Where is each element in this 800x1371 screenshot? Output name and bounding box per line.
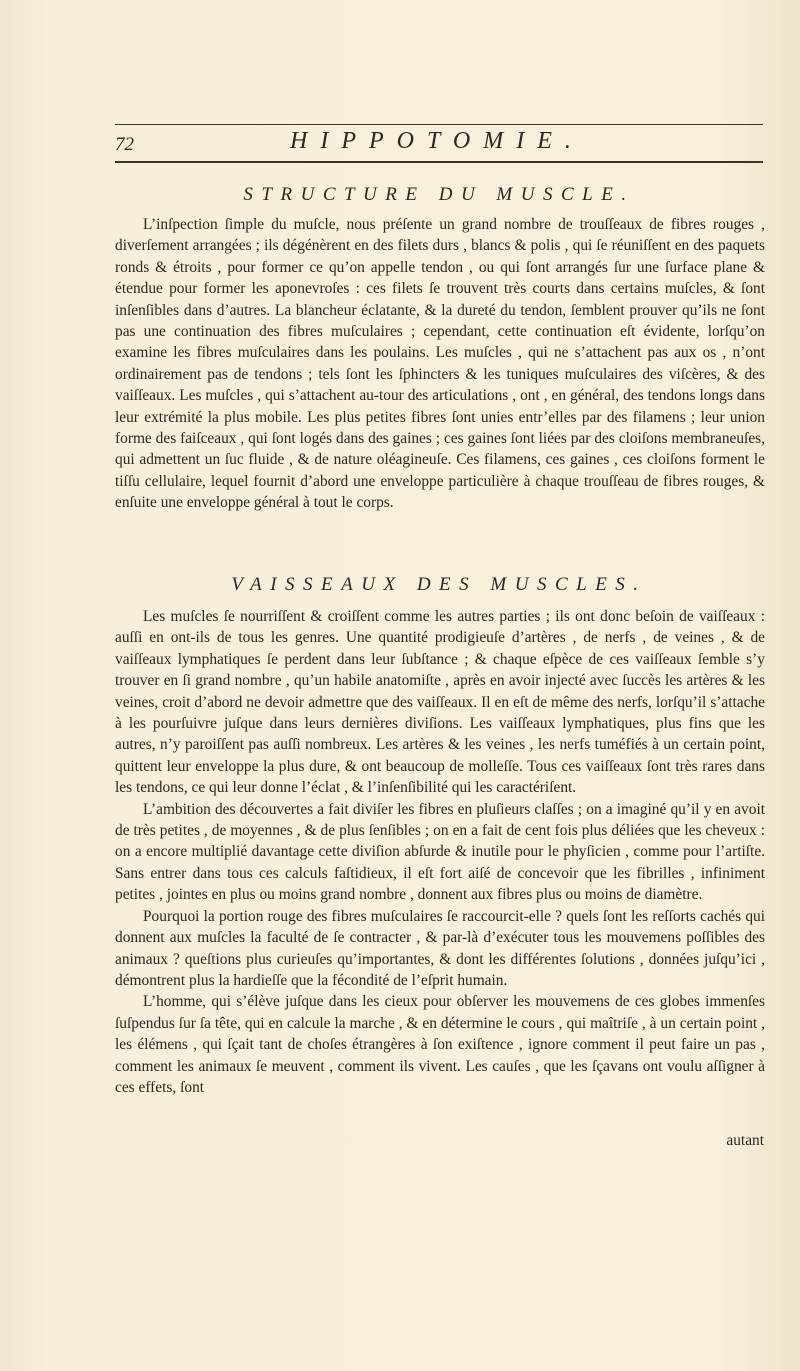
section-title-structure: STRUCTURE DU MUSCLE. bbox=[243, 184, 635, 205]
paragraph: L’ambition des découvertes a fait diviſer les fibres en pluſieurs claſſes ; on a imaginé qu’il y en avoit de très petites , de moyennes , & de plus ſenſibles ; on en a fait de cent fois plus déliées que les cheveux : on a encore multiplié davantage cette diviſion abſurde & inutile pour le phyſicien , comme pour l’artiſte. Sans entrer dans tous ces calculs faſtidieux, il eſt fort aiſé de concevoir que les fibrilles , infiniment petites , jointes en plus ou moins grand nombre , donnent aux fibres plus ou moins de diamètre. bbox=[115, 800, 765, 904]
running-head: HIPPOTOMIE. bbox=[290, 128, 584, 154]
section-body-structure bbox=[115, 214, 765, 514]
section-body-vaisseaux bbox=[115, 606, 765, 1098]
catchword: autant bbox=[726, 1132, 764, 1149]
paragraph: L’homme, qui s’élève juſque dans les cieux pour obſerver les mouvemens de ces globes immenſes ſuſpendus ſur ſa tête, qui en calcule la marche , & en détermine le cours , qui maîtriſe , à un certain point , les élémens , qui ſçait tant de choſes étrangères à ſon exiſtence , ignore comment il peut faire un pas , comment les animaux ſe meuvent , comment ils vivent. Les cauſes , que les ſçavans ont voulu aſſigner à ces effets, ſont bbox=[115, 993, 765, 1096]
section-title-vaisseaux: VAISSEAUX DES MUSCLES. bbox=[231, 574, 647, 595]
header-rule-top bbox=[115, 124, 763, 125]
page-number: 72 bbox=[115, 134, 134, 155]
paragraph: Les muſcles ſe nourriſſent & croiſſent comme les autres parties ; ils ont donc beſoin de vaiſſeaux : auſſi en ont-ils de tous les genres. Une quantité prodigieuſe d’artères , de nerfs , de veines , & de vaiſſeaux lymphatiques ſe perdent dans leur ſubſtance ; & chaque eſpèce de ces vaiſſeaux ſemble s’y trouver en ſi grand nombre , qu’un habile anatomiſte , après en avoir injecté avec ſuccès les artères & les veines, croit d’abord ne devoir admettre que des vaiſſeaux. Il en eſt de même des nerfs, lorſqu’il s’attache à les pourſuivre juſque dans leurs dernières diviſions. Les vaiſſeaux lymphatiques, plus fins que les autres, n’y paroiſſent pas auſſi nombreux. Les artères & les veines , les nerfs tuméfiés à un certain point, quittent leur enveloppe la plus dure, & ont beaucoup de molleſſe. Tous ces vaiſſeaux ſont très rares dans les tendons, ce qui leur donne l’éclat , & l’inſenſibilité qui les caractériſent. bbox=[115, 608, 765, 797]
paragraph: Pourquoi la portion rouge des fibres muſculaires ſe raccourcit-elle ? quels ſont les reſſorts cachés qui donnent aux muſcles la faculté de ſe contracter , & par-là d’exécuter tous les mouvemens poſſibles des animaux ? queſtions plus curieuſes qu’importantes, & dont les différentes ſolutions , données juſqu’ici , démontrent plus la hardieſſe que la fécondité de l’eſprit humain. bbox=[115, 907, 765, 989]
header-rule-bottom bbox=[115, 161, 763, 163]
paragraph: L’inſpection ſimple du muſcle, nous préſente un grand nombre de trouſſeaux de fibres rouges , diverſement arrangées ; ils dégénèrent en des filets durs , blancs & polis , qui ſe réuniſſent en des paquets ronds & étroits , pour former ce qu’on appelle tendon , ou qui ſont arrangés ſur une ſurface plane & étendue pour former les aponevroſes : ces filets ſe trouvent très courts dans certains muſcles, & ſont inſenſibles dans d’autres. La blancheur éclatante, & la dureté du tendon, ſemblent prouver qu’ils ne ſont pas une continuation des fibres muſculaires ; cependant, cette continuation eſt évidente, lorſqu’on examine les fibres muſculaires dans les poulains. Les muſcles , qui ne s’attachent pas aux os , n’ont ordinairement pas de tendons ; tels ſont les ſphincters & les tuniques muſculaires des viſcères, & des vaiſſeaux. Les muſcles , qui s’attachent au-tour des articulations , ont , en général, des tendons longs dans leur extrémité la plus mobile. Les plus petites fibres ſont unies entr’elles par des filamens ; leur union forme des faiſceaux , qui ſont logés dans des gaines ; ces gaines ſont liées par des cloiſons membraneuſes, qui admettent un ſuc fluide , & de nature oléagineuſe. Ces filamens, ces gaines , ces cloiſons forment le tiſſu cellulaire, lequel fournit d’abord une enveloppe particulière à chaque trouſſeau de fibres rouges, & enſuite une enveloppe général à tout le corps. bbox=[115, 216, 765, 512]
